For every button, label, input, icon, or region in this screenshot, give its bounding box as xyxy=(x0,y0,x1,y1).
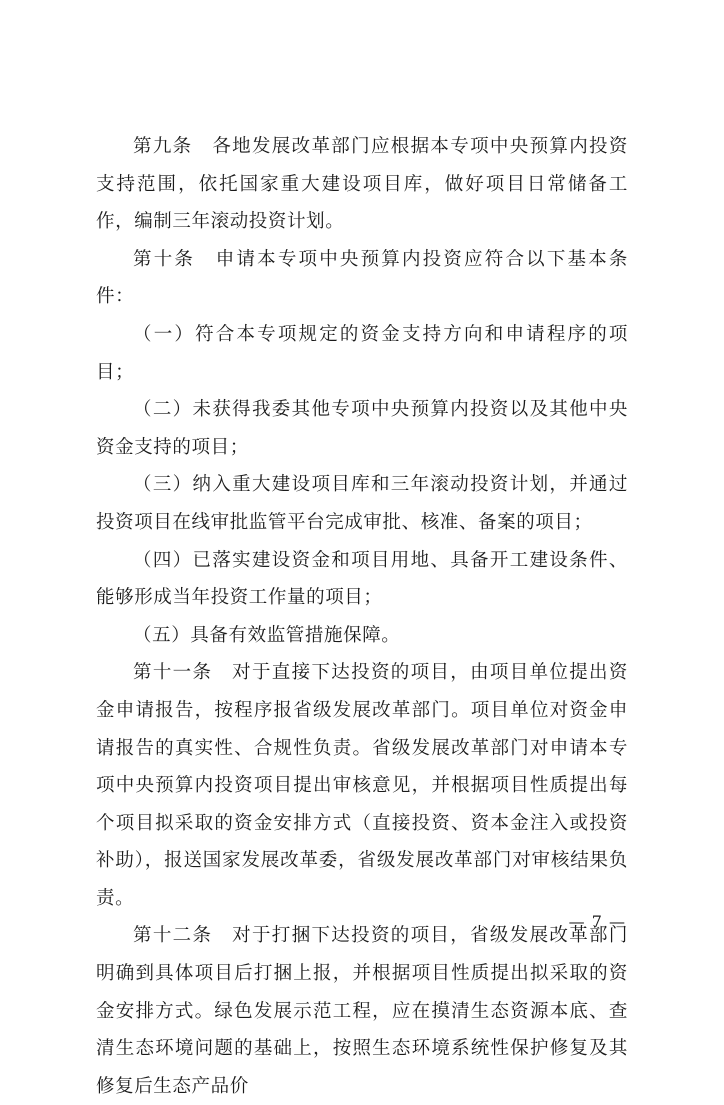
condition-4-paragraph: （四）已落实建设资金和项目用地、具备开工建设条件、能够形成当年投资工作量的项目； xyxy=(96,549,628,609)
article-10-paragraph: 第十条 申请本专项中央预算内投资应符合以下基本条件： xyxy=(96,248,628,308)
article-12-paragraph: 第十二条 对于打捆下达投资的项目，省级发展改革部门明确到具体项目后打捆上报，并根据项目性质提出拟采取的资金安排方式。绿色发展示范工程，应在摸清生态资源本底、查清生态环境问题的基础上，按照生态环境系统性保护修复及其修复后生态产品价 xyxy=(96,925,628,1097)
condition-5-paragraph: （五）具备有效监管措施保障。 xyxy=(133,624,401,646)
condition-3-paragraph: （三）纳入重大建设项目库和三年滚动投资计划，并通过投资项目在线审批监管平台完成审批、核准、备案的项目； xyxy=(96,474,628,533)
condition-1-paragraph: （一）符合本专项规定的资金支持方向和申请程序的项目； xyxy=(96,323,628,383)
page-number: — 7 — xyxy=(568,912,626,931)
body-text xyxy=(96,128,628,1105)
article-9-paragraph: 第九条 各地发展改革部门应根据本专项中央预算内投资支持范围，依托国家重大建设项目库，做好项目日常储备工作，编制三年滚动投资计划。 xyxy=(96,136,628,233)
condition-2-paragraph: （二）未获得我委其他专项中央预算内投资以及其他中央资金支持的项目； xyxy=(96,399,628,458)
article-11-paragraph: 第十一条 对于直接下达投资的项目，由项目单位提出资金申请报告，按程序报省级发展改革部门。项目单位对资金申请报告的真实性、合规性负责。省级发展改革部门对申请本专项中央预算内投资项目提出审核意见，并根据项目性质提出每个项目拟采取的资金安排方式（直接投资、资本金注入或投资补助），报送国家发展改革委，省级发展改革部门对审核结果负责。 xyxy=(96,662,628,909)
